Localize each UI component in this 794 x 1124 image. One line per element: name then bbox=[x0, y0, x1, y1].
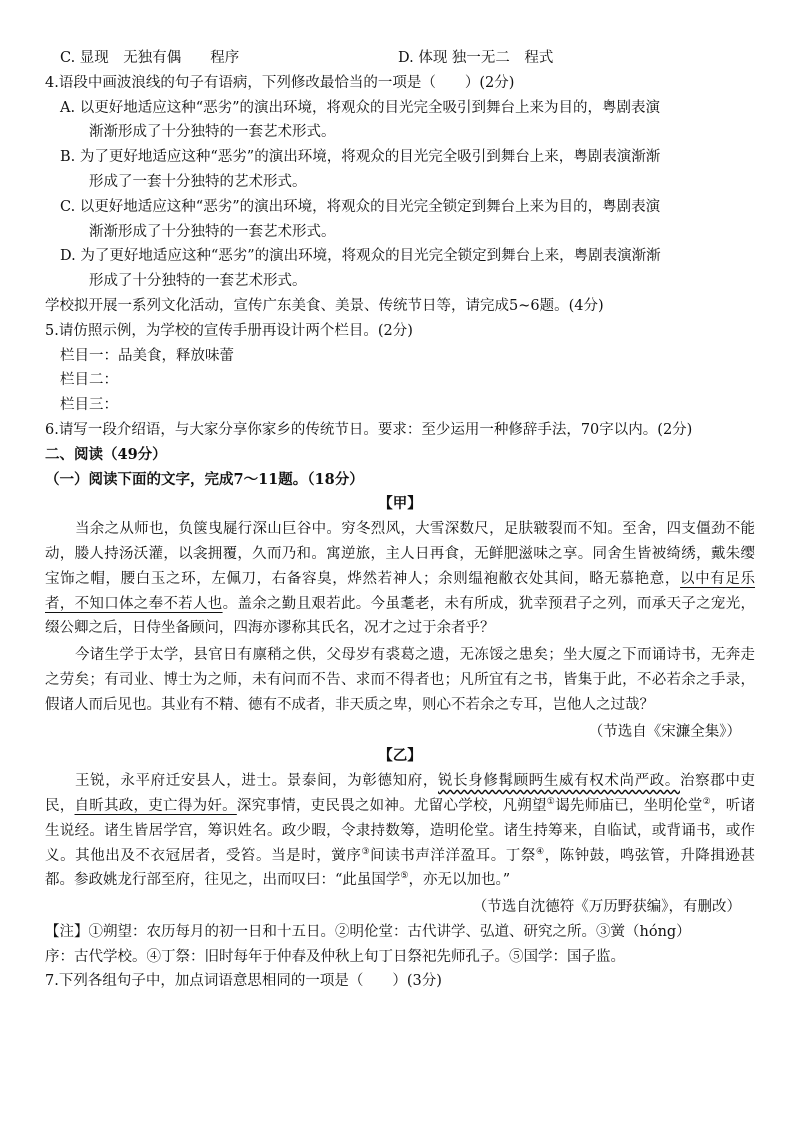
yi-underlined-sentence: 自昕其政，吏亡得为奸。 bbox=[74, 797, 237, 814]
notes-line-1: 【注】①朔望：农历每月的初一日和十五日。②明伦堂：古代讲学、弘道、研究之所。③黉（hóng） bbox=[45, 923, 691, 940]
q4-option-c[interactable]: C. 以更好地适应这种“恶劣”的演出环境，将观众的目光完全锁定到舞台上来为目的，粤剧表演 bbox=[60, 198, 661, 215]
passage-yi-source: （节选自沈德符《万历野获编》，有删改） bbox=[472, 899, 741, 916]
q5-column-2[interactable]: 栏目二： bbox=[60, 372, 118, 389]
q4-option-a-cont: 渐渐形成了十分独特的一套艺术形式。 bbox=[89, 124, 336, 141]
q4-option-c-cont: 渐渐形成了十分独特的一套艺术形式。 bbox=[89, 223, 336, 240]
q5-stem: 5.请仿照示例，为学校的宣传手册再设计两个栏目。(2分) bbox=[45, 322, 413, 339]
intro-q5-q6: 学校拟开展一系列文化活动，宣传广东美食、美景、传统节日等，请完成5~6题。(4分) bbox=[45, 297, 604, 314]
q4-option-b[interactable]: B. 为了更好地适应这种“恶劣”的演出环境，将观众的目光完全吸引到舞台上来，粤剧表演渐渐 bbox=[60, 149, 661, 166]
exam-page bbox=[45, 46, 755, 994]
q5-column-3[interactable]: 栏目三： bbox=[60, 397, 118, 414]
passage-jia-source: （节选自《宋濂全集》） bbox=[588, 723, 741, 740]
q4-option-d-cont: 形成了十分独特的一套艺术形式。 bbox=[89, 273, 307, 290]
yi-wavy-sentence: 锐长身修髯顾眄生威有权术尚严政。 bbox=[438, 773, 680, 790]
jia-p1-text-a: 当余之从师也，负箧曳屣行深山巨谷中。穷冬烈风，大雪深数尺，足肤皲裂而不知。至舍，四支僵劲不能动，媵人持汤沃灌，以衾拥覆，久而乃和。寓逆旅，主人日再食，无鲜肥滋味之享。同舍生皆被绮绣，戴朱缨宝饰之帽，腰白玉之环，左佩刀，右备容臭，烨然若神人；余则缊袍敝衣处其间，略无慕艳意， bbox=[45, 521, 755, 587]
yi-text-e: ，听诸生说经。诸生皆居学宫，筹识姓名。政少暇，令隶持数筹，造明伦堂。诸生持筹来，自临试，或背诵书，或作义。其他出及不衣冠居者，受笞。当是时，黉序 bbox=[45, 797, 755, 864]
yi-text-f: 间读书声洋洋盈耳。丁祭 bbox=[370, 847, 536, 864]
footnote-mark-1: ① bbox=[546, 797, 556, 808]
passage-jia-paragraph-1 bbox=[45, 517, 755, 641]
part-1-heading: （一）阅读下面的文字，完成7～11题。（18分） bbox=[45, 470, 364, 488]
q6-stem: 6.请写一段介绍语，与大家分享你家乡的传统节日。要求：至少运用一种修辞手法，70字以内。(2分) bbox=[45, 421, 693, 438]
q4-option-a[interactable]: A. 以更好地适应这种“恶劣”的演出环境，将观众的目光完全吸引到舞台上来为目的，粤剧表演 bbox=[60, 99, 661, 116]
yi-text-g: ，陈钟鼓，鸣弦管，升降揖逊甚都。参政姚龙行部至府，往见之，出而叹曰：“此虽国学 bbox=[45, 847, 756, 889]
section-2-heading: 二、阅读（49分） bbox=[45, 445, 167, 463]
passage-yi-title: 【乙】 bbox=[378, 747, 422, 765]
q4-option-b-cont: 形成了一套十分独特的艺术形式。 bbox=[89, 173, 307, 190]
notes-line-2: 序：古代学校。④丁祭：旧时每年于仲春及仲秋上旬丁日祭祀先师孔子。⑤国学：国子监。 bbox=[45, 948, 625, 965]
q3-option-d[interactable]: D. 体现 独一无二 程式 bbox=[398, 50, 554, 66]
passage-jia-title: 【甲】 bbox=[378, 495, 422, 513]
yi-text-d: 谒先师庙已，坐明伦堂 bbox=[555, 797, 703, 814]
footnote-mark-2: ② bbox=[702, 797, 711, 808]
footnote-mark-5: ⑤ bbox=[400, 871, 409, 882]
jia-underlined-sentence: 以中有足乐者，不知口体之奉不若人也 bbox=[45, 570, 756, 612]
yi-text-c: 深究事情，吏民畏之如神。尤留心学校，凡朔望 bbox=[236, 797, 547, 814]
q3-option-c[interactable]: C. 显现 无独有偶 程序 bbox=[60, 50, 240, 66]
q4-stem: 4.语段中画波浪线的句子有语病，下列修改最恰当的一项是（ ）(2分) bbox=[45, 74, 515, 91]
jia-p1-text-b: 。盖余之勤且艰若此。今虽耄老，未有所成，犹幸预君子之列，而承天子之宠光，缀公卿之后，日侍坐备顾问，四海亦谬称其氏名，况才之过于余者乎？ bbox=[45, 595, 756, 637]
footnote-mark-3: ③ bbox=[361, 846, 371, 857]
passage-jia-paragraph-2: 今诸生学于太学，县官日有廪稍之供，父母岁有裘葛之遗，无冻馁之患矣；坐大厦之下而诵诗书，无奔走之劳矣；有司业、博士为之师，未有问而不告、求而不得者也；凡所宜有之书，皆集于此，不必若余之手录，假诸人而后见也。其业有不精、德有不成者，非天质之卑，则心不若余之专耳，岂他人之过哉？ bbox=[45, 647, 755, 713]
q3-options-row bbox=[45, 46, 755, 71]
q5-column-1: 栏目一：品美食，释放味蕾 bbox=[60, 347, 234, 364]
q7-stem: 7.下列各组句子中，加点词语意思相同的一项是（ ）(3分) bbox=[45, 973, 442, 990]
q4-option-d[interactable]: D. 为了更好地适应这种“恶劣”的演出环境，将观众的目光完全锁定到舞台上来，粤剧表演渐渐 bbox=[60, 248, 661, 265]
passage-yi-paragraph bbox=[45, 769, 755, 893]
yi-text-a: 王锐，永平府迁安县人，进士。景泰间，为彰德知府， bbox=[75, 773, 438, 790]
yi-text-b: 治察郡中吏民， bbox=[45, 773, 755, 814]
footnote-mark-4: ④ bbox=[535, 846, 545, 857]
yi-text-h: ，亦无以加也。” bbox=[408, 872, 511, 889]
